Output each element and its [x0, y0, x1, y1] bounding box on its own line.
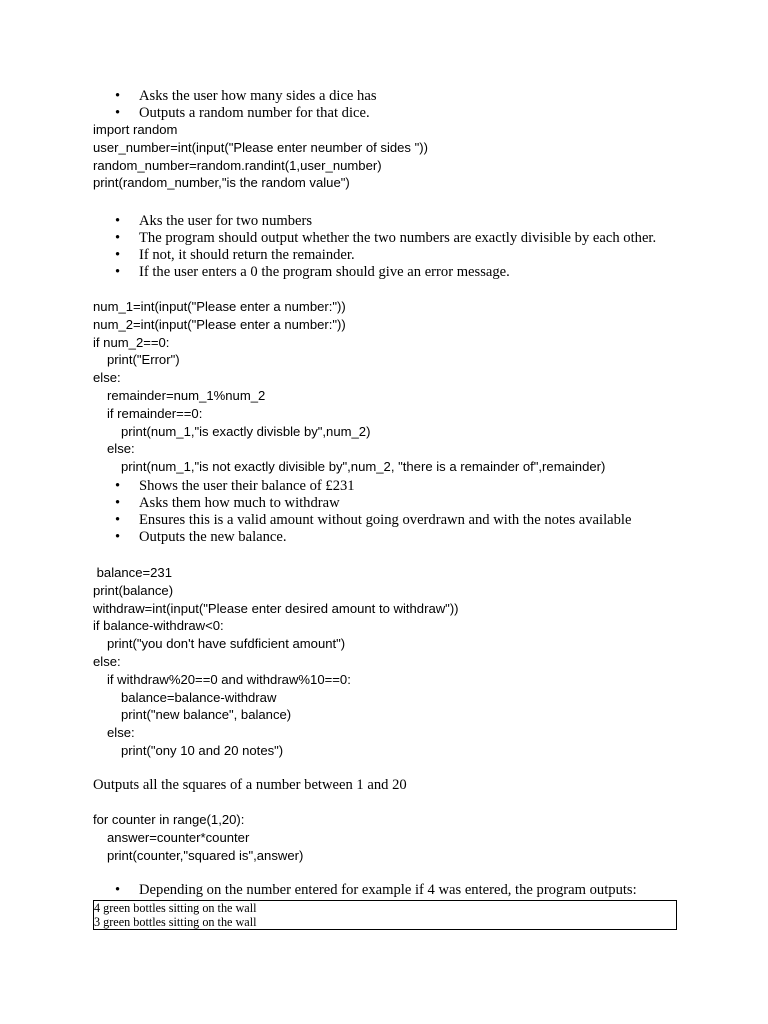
- bullet-glyph: •: [115, 230, 121, 246]
- bullet-item: • Asks the user how many sides a dice has: [115, 88, 377, 104]
- section1-bullets: [93, 88, 377, 122]
- section2-code: [93, 298, 605, 476]
- bullet-glyph: •: [115, 264, 121, 280]
- code-line: print("ony 10 and 20 notes"): [121, 742, 284, 758]
- section2-bullets: [93, 213, 673, 281]
- table-row: 3 green bottles sitting on the wall: [94, 915, 257, 929]
- code-line: else:: [93, 653, 121, 669]
- code-line: balance=balance-withdraw: [121, 689, 277, 705]
- code-line: withdraw=int(input("Please enter desired amount to withdraw")): [93, 600, 459, 616]
- code-line: else:: [107, 725, 135, 741]
- bullet-glyph: •: [115, 512, 121, 528]
- code-line: balance=231: [93, 565, 172, 580]
- bullet-glyph: •: [115, 247, 121, 263]
- code-line: random_number=random.randint(1,user_number): [93, 157, 382, 173]
- code-line: print(balance): [93, 582, 174, 598]
- section1-code: [93, 121, 428, 192]
- bullet-item: • Depending on the number entered for example if 4 was entered, the program outputs:: [115, 882, 637, 898]
- code-line: num_2=int(input("Please enter a number:")): [93, 316, 346, 332]
- code-line: if balance-withdraw<0:: [93, 618, 224, 634]
- code-line: else:: [107, 441, 135, 457]
- bullet-glyph: •: [115, 478, 121, 494]
- section4-code: [93, 811, 303, 864]
- code-line: print("new balance", balance): [121, 707, 292, 723]
- code-line: if remainder==0:: [107, 405, 203, 421]
- code-line: for counter in range(1,20):: [93, 812, 245, 827]
- bullet-item: • Outputs a random number for that dice.: [115, 105, 370, 121]
- section5-bullets: [93, 882, 693, 899]
- code-line: if withdraw%20==0 and withdraw%10==0:: [107, 671, 351, 687]
- section3-bullets: [93, 478, 631, 546]
- code-line: answer=counter*counter: [107, 829, 250, 845]
- code-line: print("Error"): [107, 352, 180, 368]
- bullet-item: • Aks the user for two numbers: [115, 213, 313, 229]
- section4-heading: Outputs all the squares of a number between 1 and 20: [93, 777, 407, 793]
- code-line: print("you don't have sufdficient amount"): [107, 636, 346, 652]
- code-line: print(num_1,"is exactly divisble by",num_2): [121, 423, 371, 439]
- table-row: 4 green bottles sitting on the wall: [94, 901, 257, 915]
- bullet-glyph: •: [115, 495, 121, 511]
- code-line: else:: [93, 370, 121, 386]
- code-line: import random: [93, 122, 178, 137]
- bullet-glyph: •: [115, 105, 121, 121]
- code-line: print(num_1,"is not exactly divisible by",num_2, "there is a remainder of",remainder): [121, 459, 606, 475]
- bullet-item: • Shows the user their balance of £231: [115, 478, 355, 494]
- code-line: remainder=num_1%num_2: [107, 387, 266, 403]
- code-line: num_1=int(input("Please enter a number:")): [93, 299, 346, 314]
- bullet-glyph: •: [115, 529, 121, 545]
- bullet-item: • The program should output whether the two numbers are exactly divisible by each other.: [115, 230, 657, 246]
- bullet-item: • If not, it should return the remainder.: [115, 247, 355, 263]
- bullet-item: • Asks them how much to withdraw: [115, 495, 340, 511]
- bullet-item: • Outputs the new balance.: [115, 529, 287, 545]
- bullet-item: • If the user enters a 0 the program should give an error message.: [115, 264, 510, 280]
- code-line: print(random_number,"is the random value"): [93, 175, 350, 191]
- code-line: if num_2==0:: [93, 334, 170, 350]
- section3-code: [93, 564, 459, 760]
- bullet-glyph: •: [115, 882, 121, 898]
- output-table: [93, 900, 677, 930]
- bullet-glyph: •: [115, 213, 121, 229]
- code-line: user_number=int(input("Please enter neumber of sides ")): [93, 139, 428, 155]
- code-line: print(counter,"squared is",answer): [107, 847, 304, 863]
- bullet-glyph: •: [115, 88, 121, 104]
- bullet-item: • Ensures this is a valid amount without going overdrawn and with the notes available: [115, 512, 632, 528]
